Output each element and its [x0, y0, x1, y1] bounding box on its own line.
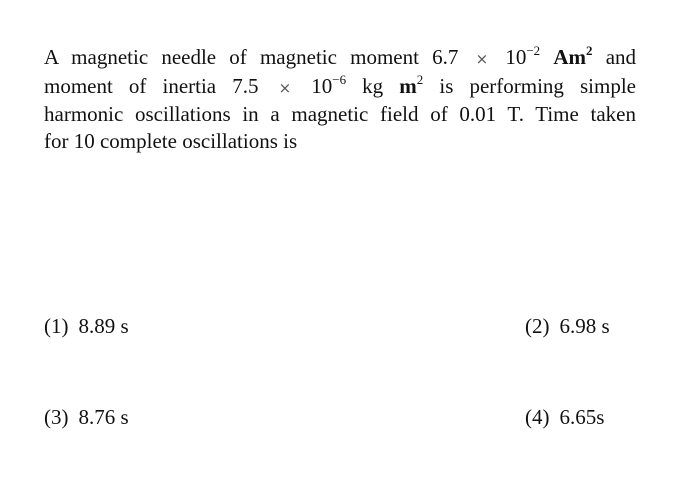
option-value: 6.65s: [559, 405, 605, 429]
question-line-2: [44, 73, 636, 102]
question-line-4: for 10 complete oscillations is: [44, 128, 298, 153]
answer-option-4[interactable]: [525, 404, 604, 430]
question-text-fragment: 10: [505, 45, 527, 69]
question-text-fragment: is performing simple: [439, 73, 637, 98]
question-text-fragment: 10: [311, 73, 333, 98]
question-text-fragment: kg: [362, 73, 384, 98]
option-number: (4): [525, 405, 550, 429]
question-line-3: harmonic oscillations in a magnetic field of 0.01 T. Time taken: [44, 102, 636, 126]
question-text-fragment: A magnetic needle of magnetic moment 6.7: [44, 45, 459, 69]
unit-label: Am: [553, 45, 587, 69]
answer-option-1[interactable]: [44, 313, 129, 339]
answer-option-2[interactable]: [525, 313, 610, 339]
option-value: 8.89 s: [78, 314, 129, 338]
question-line-1: [44, 44, 636, 73]
unit-exponent: 2: [416, 71, 424, 87]
option-number: (3): [44, 405, 69, 429]
answer-option-3[interactable]: [44, 404, 129, 430]
question-text-fragment: and: [605, 45, 637, 69]
question-text-fragment: moment of inertia 7.5: [44, 73, 259, 98]
exponent: −6: [332, 71, 347, 87]
option-number: (2): [525, 314, 550, 338]
option-number: (1): [44, 314, 69, 338]
unit-label: m: [399, 73, 417, 98]
multiply-sign: ×: [278, 78, 292, 97]
option-value: 6.98 s: [559, 314, 610, 338]
exponent: −2: [526, 43, 541, 58]
multiply-sign: ×: [475, 50, 489, 68]
option-value: 8.76 s: [78, 405, 129, 429]
question-text: [44, 44, 636, 154]
unit-exponent: 2: [586, 43, 593, 58]
